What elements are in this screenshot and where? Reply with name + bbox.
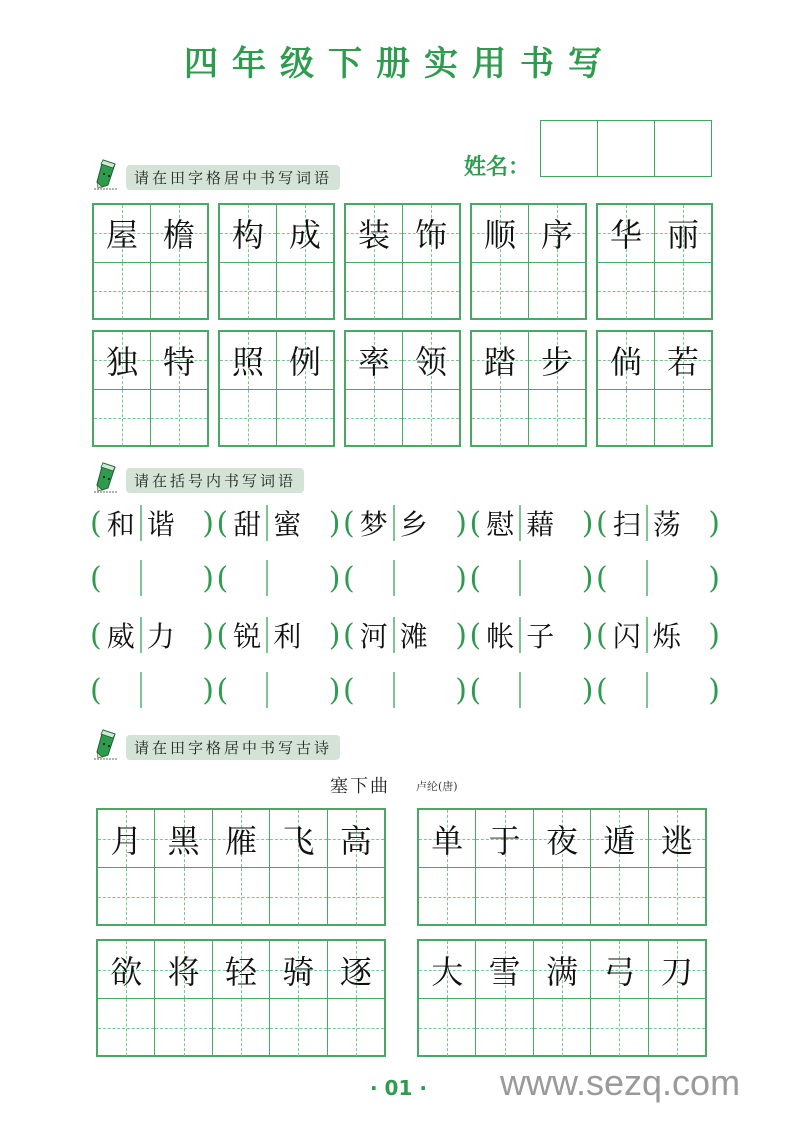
bracket-blank[interactable]: ( ) <box>90 560 214 596</box>
grid-char: 黑 <box>167 821 200 860</box>
grid-char: 华 <box>609 216 642 255</box>
bracket-word: ( 梦 乡 ) <box>343 505 467 541</box>
grid-char: 顺 <box>483 216 516 255</box>
bracket-row-1 <box>90 503 720 543</box>
grid-char: 满 <box>546 952 579 991</box>
grid-char: 饰 <box>414 216 447 255</box>
page-number: · 01 · <box>370 1076 427 1100</box>
word-grid[interactable] <box>596 330 713 447</box>
bracket-word: ( 扫 荡 ) <box>596 505 720 541</box>
grid-char: 于 <box>488 821 521 860</box>
word-grid[interactable] <box>218 203 335 320</box>
watermark: www.sezq.com <box>500 1062 741 1103</box>
grid-char: 照 <box>231 343 264 382</box>
grid-char: 独 <box>105 343 138 382</box>
bracket-blank[interactable]: ( ) <box>596 560 720 596</box>
bracket-blank[interactable]: ( ) <box>216 560 341 596</box>
grid-char: 欲 <box>110 952 143 991</box>
word-grid[interactable] <box>470 203 587 320</box>
bracket-blank[interactable]: ( ) <box>469 560 594 596</box>
grid-char: 特 <box>162 343 195 382</box>
bracket-blank[interactable]: ( ) <box>343 672 467 708</box>
grid-char: 刀 <box>660 952 693 991</box>
grid-char: 大 <box>431 952 464 991</box>
grid-char: 骑 <box>282 952 315 991</box>
bracket-word: ( 锐 利 ) <box>216 617 341 653</box>
section-label: 请在田字格居中书写古诗 <box>126 735 340 760</box>
bracket-word: ( 威 力 ) <box>90 617 214 653</box>
grid-char: 例 <box>288 343 321 382</box>
grid-char: 踏 <box>483 343 516 382</box>
word-grid[interactable] <box>344 203 461 320</box>
grid-char: 高 <box>339 821 372 860</box>
section-label: 请在田字格居中书写词语 <box>126 165 340 190</box>
grid-char: 夜 <box>546 821 579 860</box>
section-header-brackets <box>94 461 304 493</box>
grid-char: 若 <box>666 343 699 382</box>
bracket-blank[interactable]: ( ) <box>216 672 341 708</box>
grid-char: 步 <box>540 343 573 382</box>
grid-char: 成 <box>288 216 321 255</box>
bracket-blank[interactable]: ( ) <box>343 560 467 596</box>
pencil-icon <box>94 728 120 760</box>
bracket-row-3 <box>90 615 720 655</box>
page-title: 四年级下册实用书写 <box>184 44 616 84</box>
poem-title: 塞下曲 <box>330 776 390 797</box>
pencil-icon <box>94 158 120 190</box>
grid-char: 轻 <box>225 952 258 991</box>
bracket-blank[interactable]: ( ) <box>90 672 214 708</box>
word-grid[interactable] <box>218 330 335 447</box>
poem-author: 卢纶(唐) <box>416 780 458 793</box>
name-label: 姓名： <box>464 154 531 180</box>
name-field[interactable] <box>540 120 712 177</box>
grid-char: 领 <box>414 343 447 382</box>
poem-line-grid[interactable] <box>96 939 386 1057</box>
grid-char: 屋 <box>105 216 138 255</box>
word-grid[interactable] <box>344 330 461 447</box>
grid-char: 装 <box>357 216 390 255</box>
grid-char: 丽 <box>666 216 699 255</box>
section-header-words <box>94 158 340 190</box>
poem-line-grid[interactable] <box>417 808 707 926</box>
grid-char: 构 <box>231 216 264 255</box>
bracket-word: ( 和 谐 ) <box>90 505 214 541</box>
name-box-3[interactable] <box>655 121 711 176</box>
bracket-word: ( 闪 烁 ) <box>596 617 720 653</box>
grid-char: 逐 <box>339 952 372 991</box>
word-grid[interactable] <box>470 330 587 447</box>
grid-char: 弓 <box>603 952 636 991</box>
grid-char: 雪 <box>488 952 521 991</box>
name-box-1[interactable] <box>541 121 598 176</box>
grid-char: 单 <box>431 821 464 860</box>
word-grid[interactable] <box>596 203 713 320</box>
grid-char: 率 <box>357 343 390 382</box>
grid-char: 倘 <box>609 343 642 382</box>
bracket-row-4-blank <box>90 670 720 710</box>
section-header-poem <box>94 728 340 760</box>
poem-line-grid[interactable] <box>417 939 707 1057</box>
word-grid[interactable] <box>92 330 209 447</box>
name-box-2[interactable] <box>598 121 655 176</box>
grid-char: 月 <box>110 821 143 860</box>
bracket-blank[interactable]: ( ) <box>469 672 594 708</box>
poem-line-grid[interactable] <box>96 808 386 926</box>
grid-char: 雁 <box>225 821 258 860</box>
grid-char: 遁 <box>603 821 636 860</box>
bracket-word: ( 河 滩 ) <box>343 617 467 653</box>
bracket-word: ( 帐 子 ) <box>469 617 594 653</box>
bracket-row-2-blank <box>90 558 720 598</box>
bracket-blank[interactable]: ( ) <box>596 672 720 708</box>
grid-char: 逃 <box>660 821 693 860</box>
grid-char: 檐 <box>162 216 195 255</box>
bracket-word: ( 甜 蜜 ) <box>216 505 341 541</box>
grid-char: 将 <box>167 952 200 991</box>
section-label: 请在括号内书写词语 <box>126 468 304 493</box>
grid-char: 序 <box>540 216 573 255</box>
grid-char: 飞 <box>282 821 315 860</box>
bracket-word: ( 慰 藉 ) <box>469 505 594 541</box>
word-grid[interactable] <box>92 203 209 320</box>
pencil-icon <box>94 461 120 493</box>
